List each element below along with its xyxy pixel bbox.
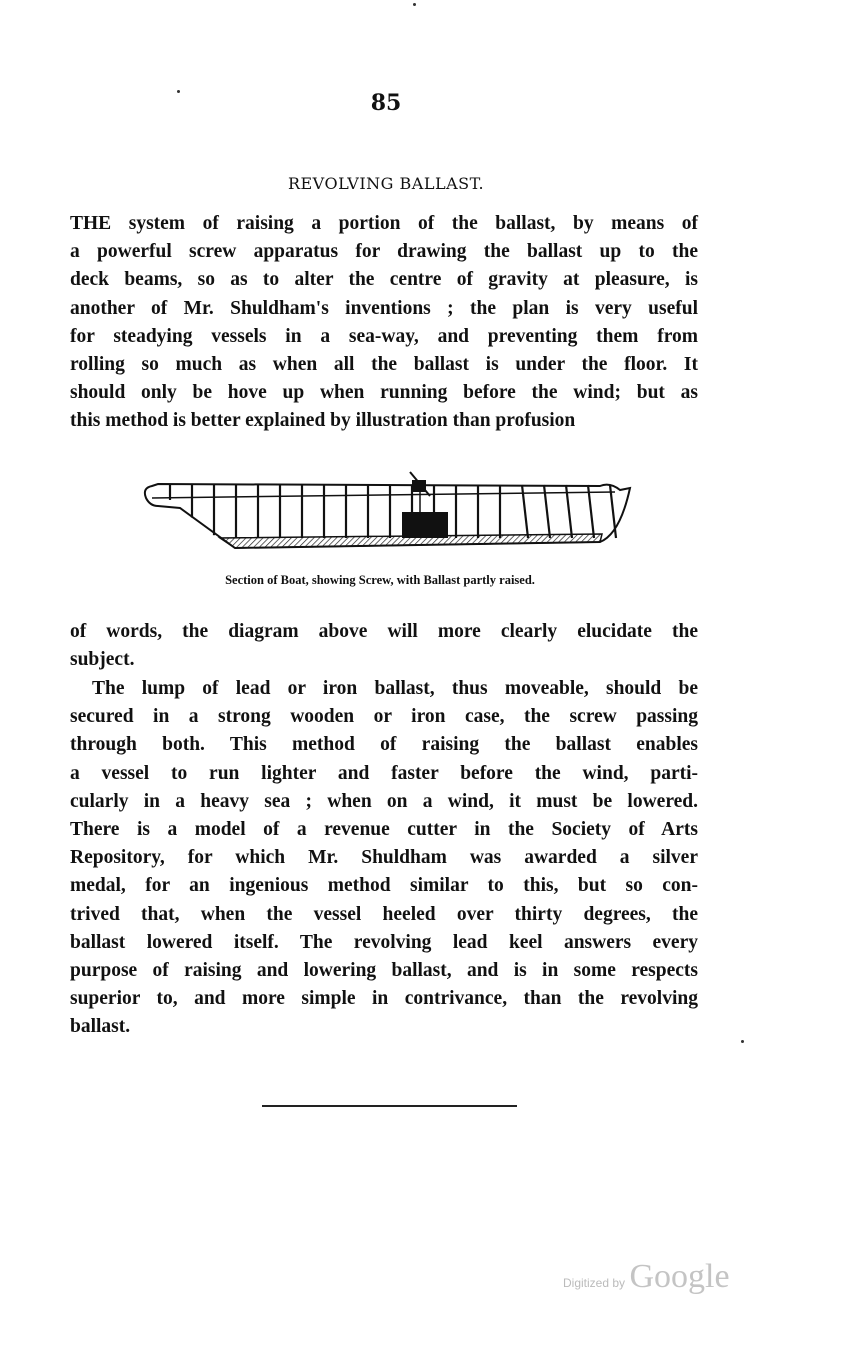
text-line: Repository, for which Mr. Shuldham was awarded a silver <box>70 847 698 869</box>
scan-speck <box>177 90 180 93</box>
text-line: another of Mr. Shuldham's inventions ; the plan is very useful <box>70 297 698 319</box>
text-line: trived that, when the vessel heeled over thirty degrees, the <box>70 903 698 925</box>
text-line: purpose of raising and lowering ballast, and is in some respects <box>70 960 698 981</box>
text-line: rolling so much as when all the ballast is under the floor. It <box>70 354 698 375</box>
section-heading: REVOLVING BALLAST. <box>287 174 485 193</box>
end-rule <box>262 1105 517 1107</box>
watermark-prefix: Digitized by <box>563 1276 626 1290</box>
text-line: medal, for an ingenious method similar to this, but so con- <box>70 875 698 897</box>
text-line: secured in a strong wooden or iron case, the screw passing <box>70 706 698 728</box>
text-line: ballast. <box>70 1016 131 1038</box>
text-line: The lump of lead or iron ballast, thus moveable, should be <box>92 678 698 699</box>
text-line: THE system of raising a portion of the ballast, by means of <box>70 213 698 234</box>
page-number: 85 <box>370 90 402 116</box>
boat-section-illustration <box>140 468 640 566</box>
scan-speck <box>741 1040 744 1043</box>
figure-caption: Section of Boat, showing Screw, with Ballast partly raised. <box>225 573 535 587</box>
text-line: ballast lowered itself. The revolving lead keel answers every <box>70 931 698 953</box>
text-line: a vessel to run lighter and faster before the wind, parti- <box>70 762 698 784</box>
text-line: through both. This method of raising the ballast enables <box>70 734 698 756</box>
text-line: cularly in a heavy sea ; when on a wind, it must be lowered. <box>70 790 698 812</box>
text-line: this method is better explained by illustration than profusion <box>70 410 576 432</box>
text-line: a powerful screw apparatus for drawing the ballast up to the <box>70 241 698 263</box>
text-line: should only be hove up when running before the wind; but as <box>70 382 698 404</box>
text-line: There is a model of a revenue cutter in the Society of Arts <box>70 819 698 840</box>
digitized-by-google-watermark <box>563 1258 730 1296</box>
text-line: of words, the diagram above will more clearly elucidate the <box>70 621 698 642</box>
text-line: superior to, and more simple in contrivance, than the revolving <box>70 988 698 1010</box>
text-line: for steadying vessels in a sea-way, and preventing them from <box>70 325 698 347</box>
watermark-brand: Google <box>629 1258 730 1295</box>
text-line: subject. <box>70 649 135 671</box>
text-line: deck beams, so as to alter the centre of gravity at pleasure, is <box>70 269 698 291</box>
scan-speck <box>413 3 416 6</box>
